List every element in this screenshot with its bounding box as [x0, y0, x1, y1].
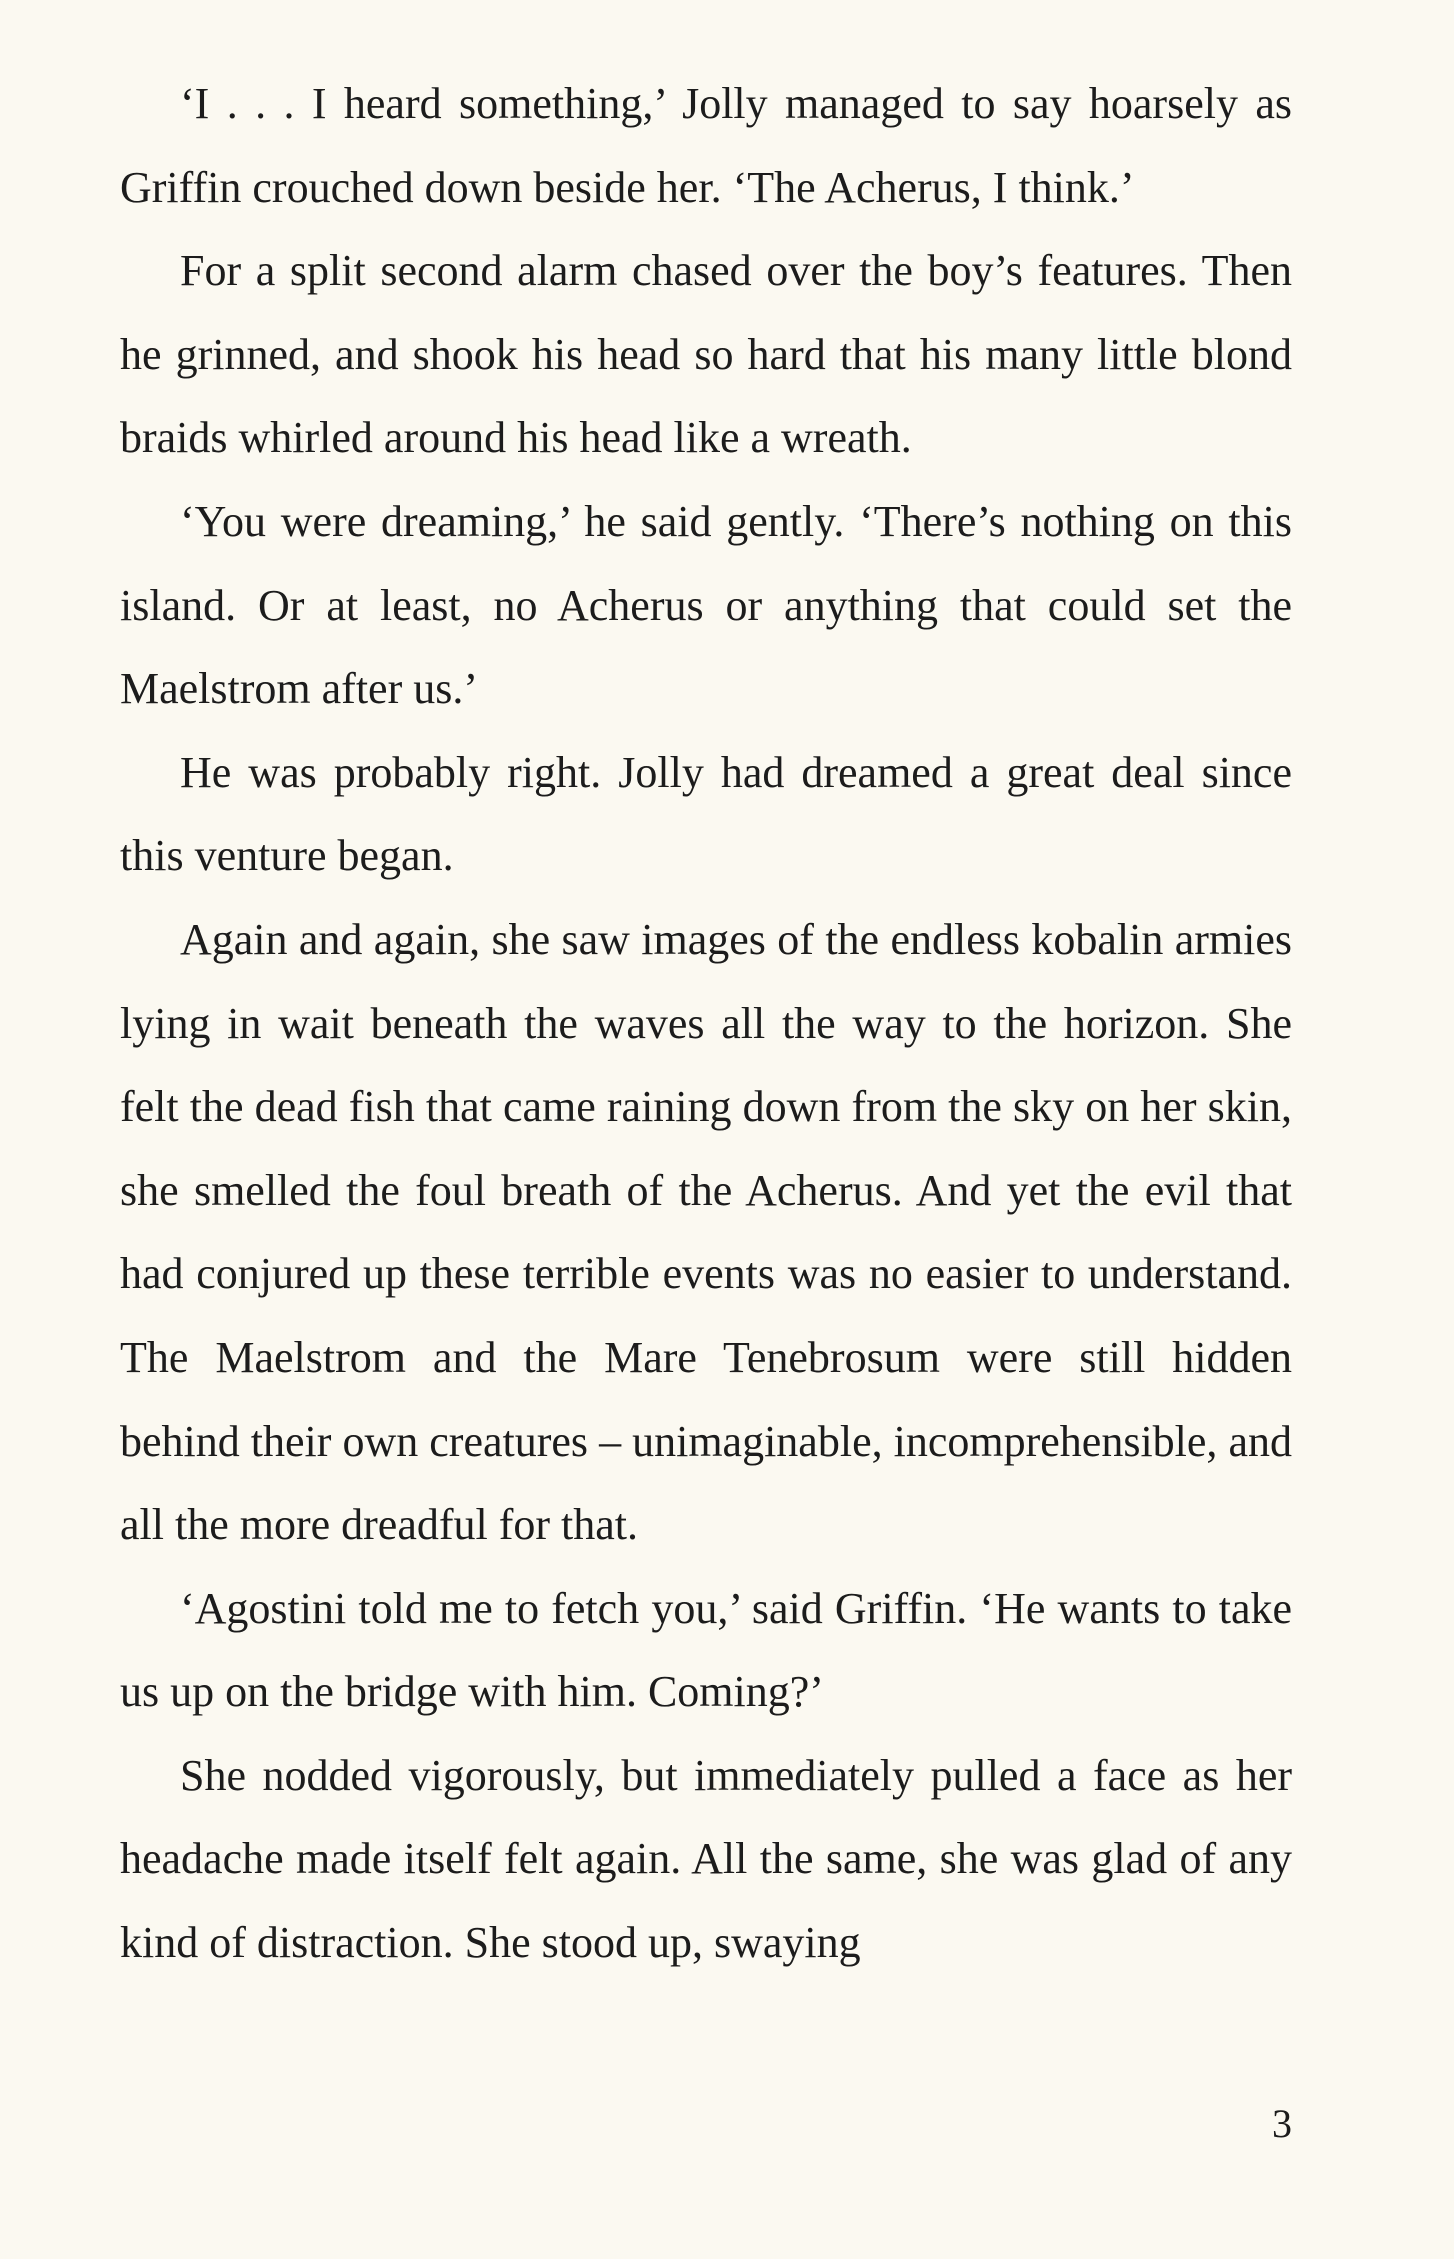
paragraph-1: ‘I . . . I heard something,’ Jolly managed to say hoarsely as Griffin crouched down beside her. ‘The Acherus, I think.’: [120, 79, 1292, 212]
page-number: 3: [1272, 2101, 1292, 2146]
paragraph-7: She nodded vigorously, but immediately pulled a face as her headache made itself felt again. All the same, she was glad of any kind of distraction. She stood up, swaying: [120, 1750, 1292, 1968]
paragraph-6: ‘Agostini told me to fetch you,’ said Griffin. ‘He wants to take us up on the bridge with him. Coming?’: [120, 1583, 1292, 1717]
body-text: [120, 62, 1292, 1985]
paragraph-5: Again and again, she saw images of the endless kobalin armies lying in wait beneath the waves all the way to the horizon. She felt the dead fish that came raining down from the sky on her skin, she smelled the foul breath of the Acherus. And yet the evil that had conjured up these terrible events was no easier to understand. The Maelstrom and the Mare Tenebrosum were still hidden behind their own creatures – unimaginable, incomprehensible, and all the more dreadful for that.: [120, 914, 1292, 1550]
paragraph-2: For a split second alarm chased over the boy’s features. Then he grinned, and shook his head so hard that his many little blond braids whirled around his head like a wreath.: [120, 246, 1292, 463]
paragraph-3: ‘You were dreaming,’ he said gently. ‘There’s nothing on this island. Or at least, no Acherus or anything that could set the Maelstrom after us.’: [120, 496, 1292, 714]
paragraph-4: He was probably right. Jolly had dreamed a great deal since this venture began.: [120, 747, 1292, 881]
